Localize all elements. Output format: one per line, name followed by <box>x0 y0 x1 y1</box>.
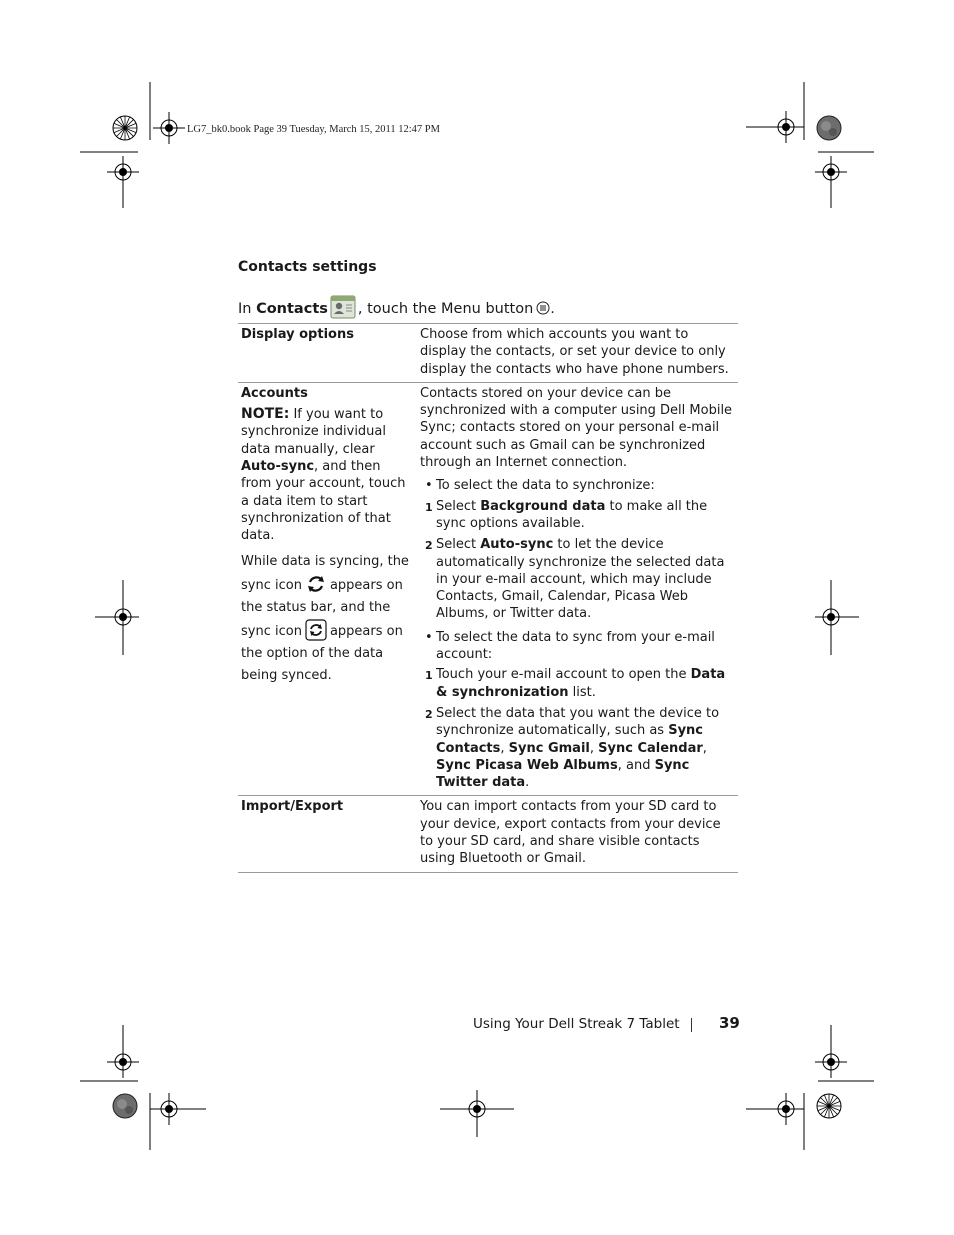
step-number: 1 <box>425 669 433 683</box>
intro-app-name: Contacts <box>256 301 328 317</box>
intro-prefix: In <box>238 301 257 317</box>
accounts-label: Accounts <box>241 385 308 401</box>
display-options-text: Choose from which accounts you want to display the contacts, or set your device to only display the contacts who have phone numbers. <box>420 327 729 377</box>
step-text: Touch your e-mail account to open the <box>436 667 691 683</box>
print-slug: LG7_bk0.book Page 39 Tuesday, March 15, 2011 12:47 PM <box>187 124 440 135</box>
step-text: . <box>525 775 530 791</box>
step-bold: Sync Calendar <box>598 740 703 756</box>
import-export-label: Import/Export <box>241 799 344 815</box>
row-label-cell <box>238 324 417 383</box>
step-bold: Background data <box>480 498 606 514</box>
step-text: , <box>589 740 599 756</box>
list-item <box>420 629 734 664</box>
sync-status-icon <box>305 573 327 595</box>
sync-paragraph <box>241 551 413 687</box>
step-bold: Sync Twitter data <box>436 757 690 791</box>
note-bold: Auto-sync <box>241 459 315 475</box>
page-number: 39 <box>719 1014 740 1032</box>
settings-table <box>238 323 738 873</box>
step-text: Select <box>436 498 481 514</box>
row-label-cell <box>238 382 417 796</box>
footer-chapter-title: Using Your Dell Streak 7 Tablet <box>473 1016 680 1032</box>
sync-text: appears on the status bar, and the sync icon <box>241 577 403 639</box>
contacts-app-icon <box>329 293 357 321</box>
footer-divider <box>691 1018 692 1032</box>
intro-line <box>238 293 555 321</box>
table-row <box>238 382 738 796</box>
sync-text: While data is syncing, the sync icon <box>241 553 409 593</box>
sync-option-icon <box>305 619 327 641</box>
accounts-description: Contacts stored on your device can be synchronized with a computer using Dell Mobile Sync; contacts stored on your personal e-mail account such as Gmail can be synchronized through an Internet connection. <box>420 385 733 471</box>
step-text: , and <box>617 757 655 773</box>
step-text: , <box>500 740 509 756</box>
step-number: 2 <box>425 707 433 721</box>
table-row <box>238 324 738 383</box>
import-export-text: You can import contacts from your SD card to your device, export contacts from your device to your SD card, and share visible contacts using Bluetooth or Gmail. <box>420 799 721 867</box>
row-label-cell <box>238 796 417 872</box>
step-bold: Sync Gmail <box>508 740 590 756</box>
step-bold: Data & synchronization <box>436 667 726 700</box>
step-bold: Auto-sync <box>480 537 554 553</box>
row-desc-cell <box>417 324 738 383</box>
table-row <box>238 796 738 872</box>
note-text: If you want to synchronize individual data manually, clear <box>241 407 386 457</box>
step-text: Select the data that you want the device to synchronize automatically, such as <box>436 705 720 739</box>
list-item <box>420 477 734 494</box>
menu-button-icon <box>536 301 550 315</box>
step-text: to make all the sync options available. <box>436 498 708 531</box>
display-options-label: Display options <box>241 327 354 342</box>
step-text: Select <box>436 537 481 553</box>
bullet-text: To select the data to synchronize: <box>436 478 655 494</box>
note-paragraph <box>241 406 413 544</box>
bullet-text: To select the data to sync from your e-mail account: <box>436 629 715 663</box>
sync-text: appears on the option of the data being synced. <box>241 623 403 683</box>
intro-suffix: , touch the Menu button <box>357 301 534 317</box>
note-text: , and then from your account, touch a data item to start synchronization of that data. <box>241 459 406 544</box>
step-bold: Sync Contacts <box>436 723 704 756</box>
intro-end: . <box>550 301 555 317</box>
step-bold: Sync Picasa Web Albums <box>436 757 618 773</box>
row-desc-cell <box>417 382 738 796</box>
step-text: , <box>702 740 707 756</box>
step-item <box>420 705 734 791</box>
row-desc-cell <box>417 796 738 872</box>
step-number: 2 <box>425 539 433 553</box>
step-item <box>420 666 734 701</box>
note-heading: NOTE: <box>241 406 290 423</box>
step-item <box>420 498 734 533</box>
step-text: to let the device automatically synchronize the selected data in your e-mail account, which may include Contacts, Gmail, Calendar, Picasa Web Albums, or Twitter data. <box>436 537 725 622</box>
step-item <box>420 536 734 622</box>
section-title: Contacts settings <box>238 259 377 275</box>
step-text: list. <box>568 684 596 700</box>
step-number: 1 <box>425 500 433 514</box>
